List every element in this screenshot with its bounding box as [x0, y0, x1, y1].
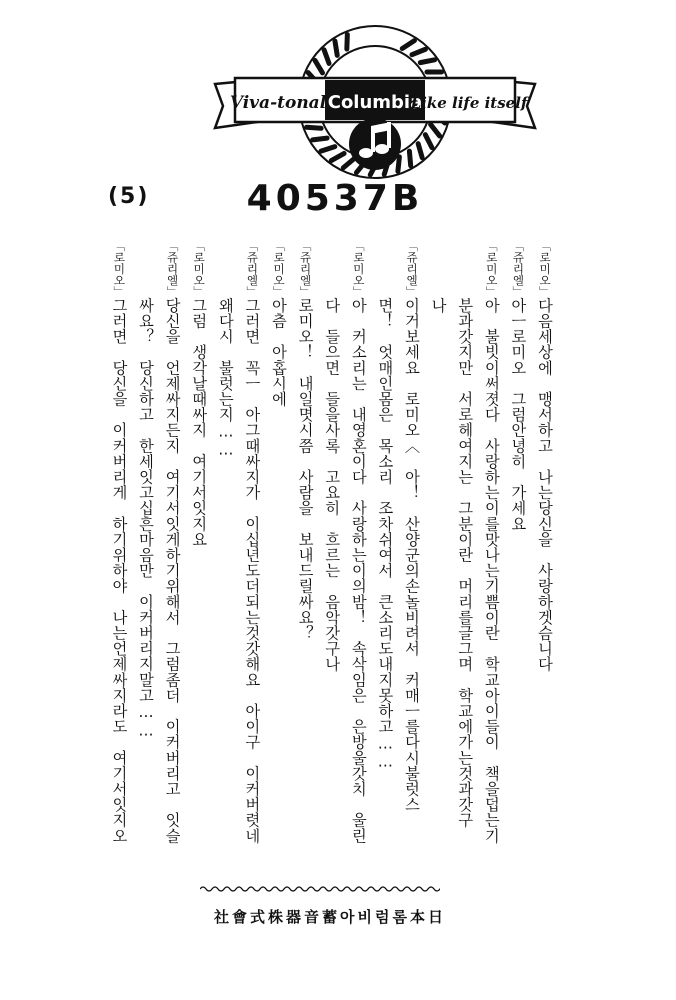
lyric-line: [532, 240, 558, 860]
speaker-label: 「쥬리엘」: [298, 240, 313, 298]
laurel-leaf: [431, 124, 440, 135]
speaker-label: 「로미오」: [272, 240, 286, 298]
lyric-text: 이거보세요 로미오〈 아！ 산양군의손놀비려서 커매ㅡ를다시불럿스: [403, 297, 421, 813]
lyric-line: [108, 240, 132, 860]
speaker-label: 「로미오」: [112, 240, 127, 298]
laurel-leaf: [409, 151, 410, 166]
speaker-label: 「쥬리엘」: [511, 240, 526, 298]
lyric-text: 아 불빗이써졋다 사랑하는이를맛나는기쁨이란 학교아이들이 책을덥는기: [482, 297, 501, 844]
lyric-line: [186, 240, 212, 860]
laurel-leaf: [347, 34, 348, 49]
banner-right-text: Like life itself: [410, 94, 528, 112]
laurel-leaf: [321, 147, 335, 152]
speaker-label: 「로미오」: [192, 240, 207, 298]
laurel-leaf: [398, 157, 400, 172]
lyric-line: [346, 240, 372, 860]
laurel-leaf: [331, 153, 344, 160]
lyric-line: [452, 240, 478, 860]
lyric-text: 그럼 생각날때싸지 여기서잇지요: [190, 297, 209, 548]
laurel-leaf: [315, 60, 323, 72]
banner-left-text: Viva-tonal: [229, 93, 327, 113]
wavy-rule: [200, 884, 440, 894]
lyric-line: [505, 240, 531, 860]
lyric-text: 다 들으면 들을사록 고요히 흐르는 음악갓구나: [323, 297, 342, 672]
lyric-text: 다음세상에 맹서하고 나는당신을 사랑하겟슴니다: [536, 297, 554, 672]
speaker-label: 「로미오」: [351, 240, 366, 298]
lyric-line: [426, 240, 452, 860]
lyric-line: [213, 240, 239, 860]
laurel-leaf: [343, 158, 354, 167]
speaker-label: 「로미오」: [538, 240, 552, 298]
laurel-leaf: [307, 127, 322, 128]
lyric-line: [160, 240, 186, 860]
lyric-text: 아츰 아홉시에: [270, 297, 288, 407]
lyric-text: 그러면 꼭ㅡ 아그때싸지가 이십년도더되는것갓해요 아이구 이커버렷네: [243, 297, 262, 844]
speaker-label: 「쥬리엘」: [405, 240, 419, 298]
lyric-line: [239, 240, 265, 860]
speaker-label: 「쥬리엘」: [245, 240, 260, 298]
laurel-leaf: [335, 41, 337, 55]
lyric-line: [479, 240, 505, 860]
laurel-leaf: [425, 135, 432, 148]
lyric-text: 그러면 당신을 이커버리게 하기위하야 나는언제싸지라도 여기서잇지오: [110, 297, 129, 844]
lyric-text: 싸요？ 당신하고 한세잇고십흔마음만 이커버리지말고……: [137, 297, 155, 740]
laurel-leaf: [412, 49, 426, 54]
lyric-text: 아ㅡ로미오 그럼안녕히 가세요: [509, 297, 528, 532]
laurel-leaf: [324, 50, 329, 64]
laurel-leaf: [418, 144, 422, 158]
laurel-leaf: [420, 60, 434, 63]
lyric-line: [266, 240, 292, 860]
record-number: 40537B: [246, 178, 424, 219]
lyric-line: [293, 240, 319, 860]
laurel-leaf: [313, 138, 327, 140]
laurel-leaf: [402, 41, 414, 49]
company-name: 社會式株器音蓄아비럼롬本日: [214, 908, 446, 926]
lyric-line: [319, 240, 345, 860]
lyric-text: 왜다시 불럿는지……: [216, 297, 235, 460]
lyric-text: 로미오！ 내일몃시쯤 사람을 보내드릴싸요？: [296, 297, 315, 641]
lyrics-text: [108, 240, 558, 860]
columbia-logo: [205, 22, 545, 182]
lyric-text: 분과갓지만 서로헤여지는 그분이란 머리를글그며 학교에가는것과갓구: [456, 297, 475, 828]
lyric-line: [372, 240, 398, 860]
lyric-text: 면！ 엇매인몸은 목소리 조차쉬여서 큰소리도내지못하고……: [376, 297, 395, 772]
lyric-text: 나: [429, 297, 448, 314]
speaker-label: 「로미오」: [484, 240, 499, 298]
speaker-label: 「쥬리엘」: [165, 240, 180, 298]
lyric-line: [133, 240, 159, 860]
brand-name: Columbia: [327, 92, 423, 113]
lyric-text: 당신을 언제싸지든지 여기서잇게하기위해서 그럼좀더 이커버리고 잇슬: [163, 297, 182, 844]
lyric-text: 아 커소리는 내영혼이다 사랑하는이의밤！ 속삭임은 은방울갓치 울린: [349, 297, 368, 844]
page-number: (5): [108, 184, 150, 209]
lyric-line: [399, 240, 425, 860]
